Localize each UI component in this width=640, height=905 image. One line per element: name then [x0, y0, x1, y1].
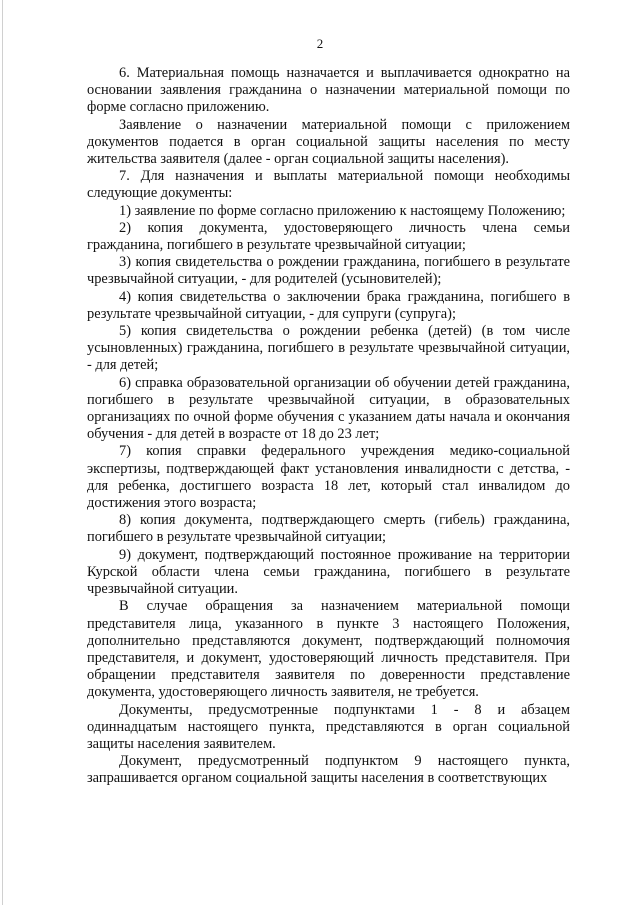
page-number: 2	[316, 36, 324, 51]
list-item-5: 5) копия свидетельства о рождении ребенка (детей) (в том числе усыновленных) гражданина, погибшего в результате чрезвычайной ситуации, - для детей;	[87, 323, 570, 374]
paragraph-7: 7. Для назначения и выплаты материальной помощи необходимы следующие документы:	[87, 168, 570, 202]
list-item-1: 1) заявление по форме согласно приложению к настоящему Положению;	[119, 202, 566, 219]
list-item-3: 3) копия свидетельства о рождении гражданина, погибшего в результате чрезвычайной ситуации, - для родителей (усыновителей);	[87, 254, 570, 288]
paragraph-application: Заявление о назначении материальной помощи с приложением документов подается в орган социальной защиты населения по месту жительства заявителя (далее - орган социальной защиты населения).	[87, 116, 570, 168]
list-item-9: 9) документ, подтверждающий постоянное проживание на территории Курской области члена семьи гражданина, погибшего в результате чрезвычайной ситуации.	[87, 546, 570, 598]
page-edge-line	[2, 0, 3, 905]
list-item-6: 6) справка образовательной организации об обучении детей гражданина, погибшего в результате чрезвычайной ситуации, в образовательных организациях по очной форме обучения с указанием даты начала и окончания обучения - для детей в возрасте от 18 до 23 лет;	[87, 374, 570, 443]
paragraph-representative: В случае обращения за назначением материальной помощи представителя лица, указанного в пункте 3 настоящего Положения, дополнительно представляются документ, подтверждающий полномочия представителя, и документ, удостоверяющий личность представителя. При обращении представителя заявителя по доверенности представление документа, удостоверяющего личность заявителя, не требуется.	[87, 598, 570, 701]
list-item-8: 8) копия документа, подтверждающего смерть (гибель) гражданина, погибшего в результате чрезвычайной ситуации;	[87, 512, 570, 546]
paragraph-document-9: Документ, предусмотренный подпунктом 9 настоящего пункта, запрашивается органом социальной защиты населения в соответствующих	[87, 753, 570, 787]
list-item-2: 2) копия документа, удостоверяющего личность члена семьи гражданина, погибшего в результате чрезвычайной ситуации;	[87, 219, 570, 254]
paragraph-documents-1-8: Документы, предусмотренные подпунктами 1 - 8 и абзацем одиннадцатым настоящего пункта, представляются в орган социальной защиты населения заявителем.	[87, 701, 570, 752]
document-body	[87, 65, 570, 788]
list-item-4: 4) копия свидетельства о заключении брака гражданина, погибшего в результате чрезвычайной ситуации, - для супруги (супруга);	[87, 288, 570, 322]
list-item-7: 7) копия справки федерального учреждения медико-социальной экспертизы, подтверждающей факт установления инвалидности с детства, - для ребенка, достигшего возраста 18 лет, который стал инвалидом до достижения этого возраста;	[87, 443, 570, 512]
paragraph-6: 6. Материальная помощь назначается и выплачивается однократно на основании заявления гражданина о назначении материальной помощи по форме согласно приложению.	[87, 65, 570, 116]
